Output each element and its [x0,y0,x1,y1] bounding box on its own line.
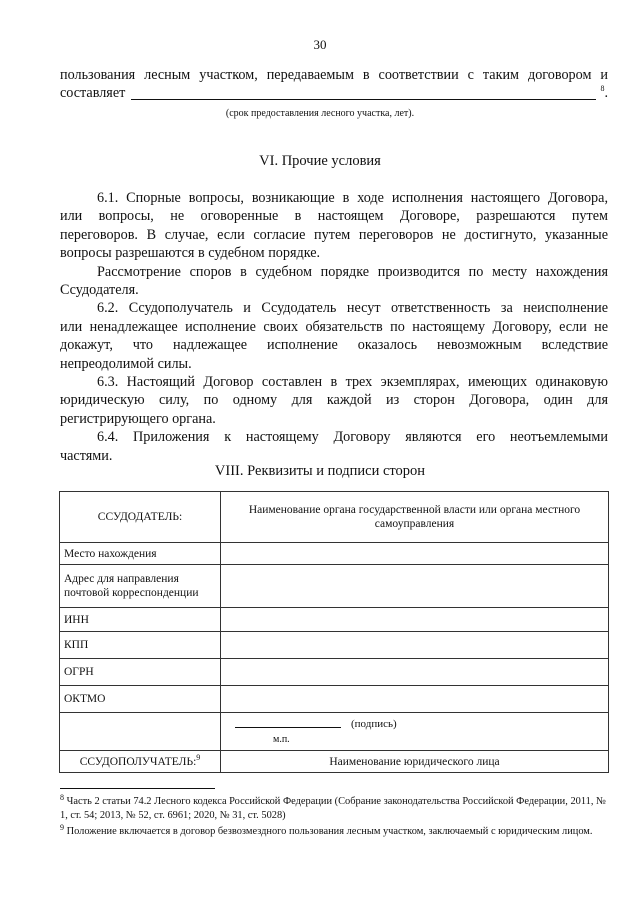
signature-empty-cell [60,713,221,751]
row-label-ogrn: ОГРН [60,659,221,686]
kpp-field[interactable] [221,632,609,659]
intro-end: $^8$. [600,84,608,102]
section-6-body [60,189,608,465]
signature-caption: (подпись) [351,718,397,730]
clause-6-4-line-1: 6.4. Приложения к настоящему Договору являются его неотъемлемыми [97,429,608,446]
footnote-ref-9: 9 [196,752,201,762]
table-row [60,713,609,751]
row-label-inn: ИНН [60,608,221,632]
term-blank-field [131,85,596,100]
footnote-ref-8: 8 [600,84,605,94]
table-row [60,565,609,608]
clause-6-4-line-2: частями. [60,447,113,464]
table-row [60,751,609,773]
signature-line[interactable] [235,727,341,728]
borrower-header: Наименование юридического лица [221,751,609,773]
clause-6-2-line-4: непреодолимой силы. [60,355,192,372]
intro-prefix: составляет [60,85,126,102]
clause-6-2-line-1: 6.2. Ссудополучатель и Ссудодатель несут ответственность за неисполнение [97,300,608,317]
stamp-place: м.п. [273,734,290,745]
row-label-location: Место нахождения [60,543,221,565]
row-label-kpp: КПП [60,632,221,659]
borrower-label: ССУДОПОЛУЧАТЕЛЬ:$^9$ [60,751,221,773]
footnote-divider [60,788,215,789]
section-6-title: VI. Прочие условия [259,153,381,169]
clause-6-1-line-4: вопросы разрешаются в судебном порядке. [60,245,321,262]
table-row [60,543,609,565]
intro-paragraph [60,66,608,103]
clause-6-1-line-1: 6.1. Спорные вопросы, возникающие в ходе исполнения настоящего Договора, [97,190,608,206]
location-field[interactable] [221,543,609,565]
table-row [60,659,609,686]
section-8-title: VIII. Реквизиты и подписи сторон [214,463,426,479]
table-row [60,686,609,713]
clause-6-1-line-2: или вопросы, не оговоренные в настоящем Договоре, разрешаются путем [60,208,608,225]
signature-area [221,713,608,750]
clause-6-3-line-3: регистрирующего органа. [60,410,216,427]
lender-header: Наименование органа государственной власти или органа местного самоуправления [221,492,609,543]
term-hint: (срок предоставления лесного участка, лет). [225,108,415,119]
table-row [60,608,609,632]
row-label-oktmo: ОКТМО [60,686,221,713]
signature-cell [221,713,609,751]
lender-label: ССУДОДАТЕЛЬ: [60,492,221,543]
clause-6-2-line-3: докажут, что надлежащее исполнение оказалось невозможным вследствие [60,337,608,354]
clause-6-1-line-3: переговоров. В случае, если согласие путем переговоров не достигнуто, указанные [60,226,608,243]
disputes-line-2: Ссудодателя. [60,282,139,299]
ogrn-field[interactable] [221,659,609,686]
footnote-8: $^8$ Часть 2 статьи 74.2 Лесного кодекса Российской Федерации (Собрание законодательства Российской Федерации, 2011, № 1, ст. 54; 2013, № 52, ст. 6961; 2020, № 31, ст. 5028) [60,793,606,822]
footnotes [60,795,608,842]
address-field[interactable] [221,565,609,608]
footnote-9: $^9$ Положение включается в договор безвозмездного пользования лесным участком, заключаемый с юридическим лицом. [60,823,593,838]
table-row [60,632,609,659]
table-row [60,492,609,543]
clause-6-3-line-1: 6.3. Настоящий Договор составлен в трех экземплярах, имеющих одинаковую [97,374,608,391]
intro-line-2 [60,84,608,102]
inn-field[interactable] [221,608,609,632]
oktmo-field[interactable] [221,686,609,713]
disputes-line-1: Рассмотрение споров в судебном порядке производится по месту нахождения [97,263,608,280]
requisites-table [59,491,609,773]
row-label-address: Адрес для направления почтовой корреспонденции [60,565,221,608]
clause-6-2-line-2: или ненадлежащее исполнение своих обязательств по настоящему Договору, если не [60,318,608,335]
clause-6-3-line-2: юридическую силу, по одному для каждой из сторон Договора, один для [60,392,608,409]
intro-line-1: пользования лесным участком, передаваемым в соответствии с таким договором и [60,67,608,83]
page-number: 30 [313,37,327,52]
